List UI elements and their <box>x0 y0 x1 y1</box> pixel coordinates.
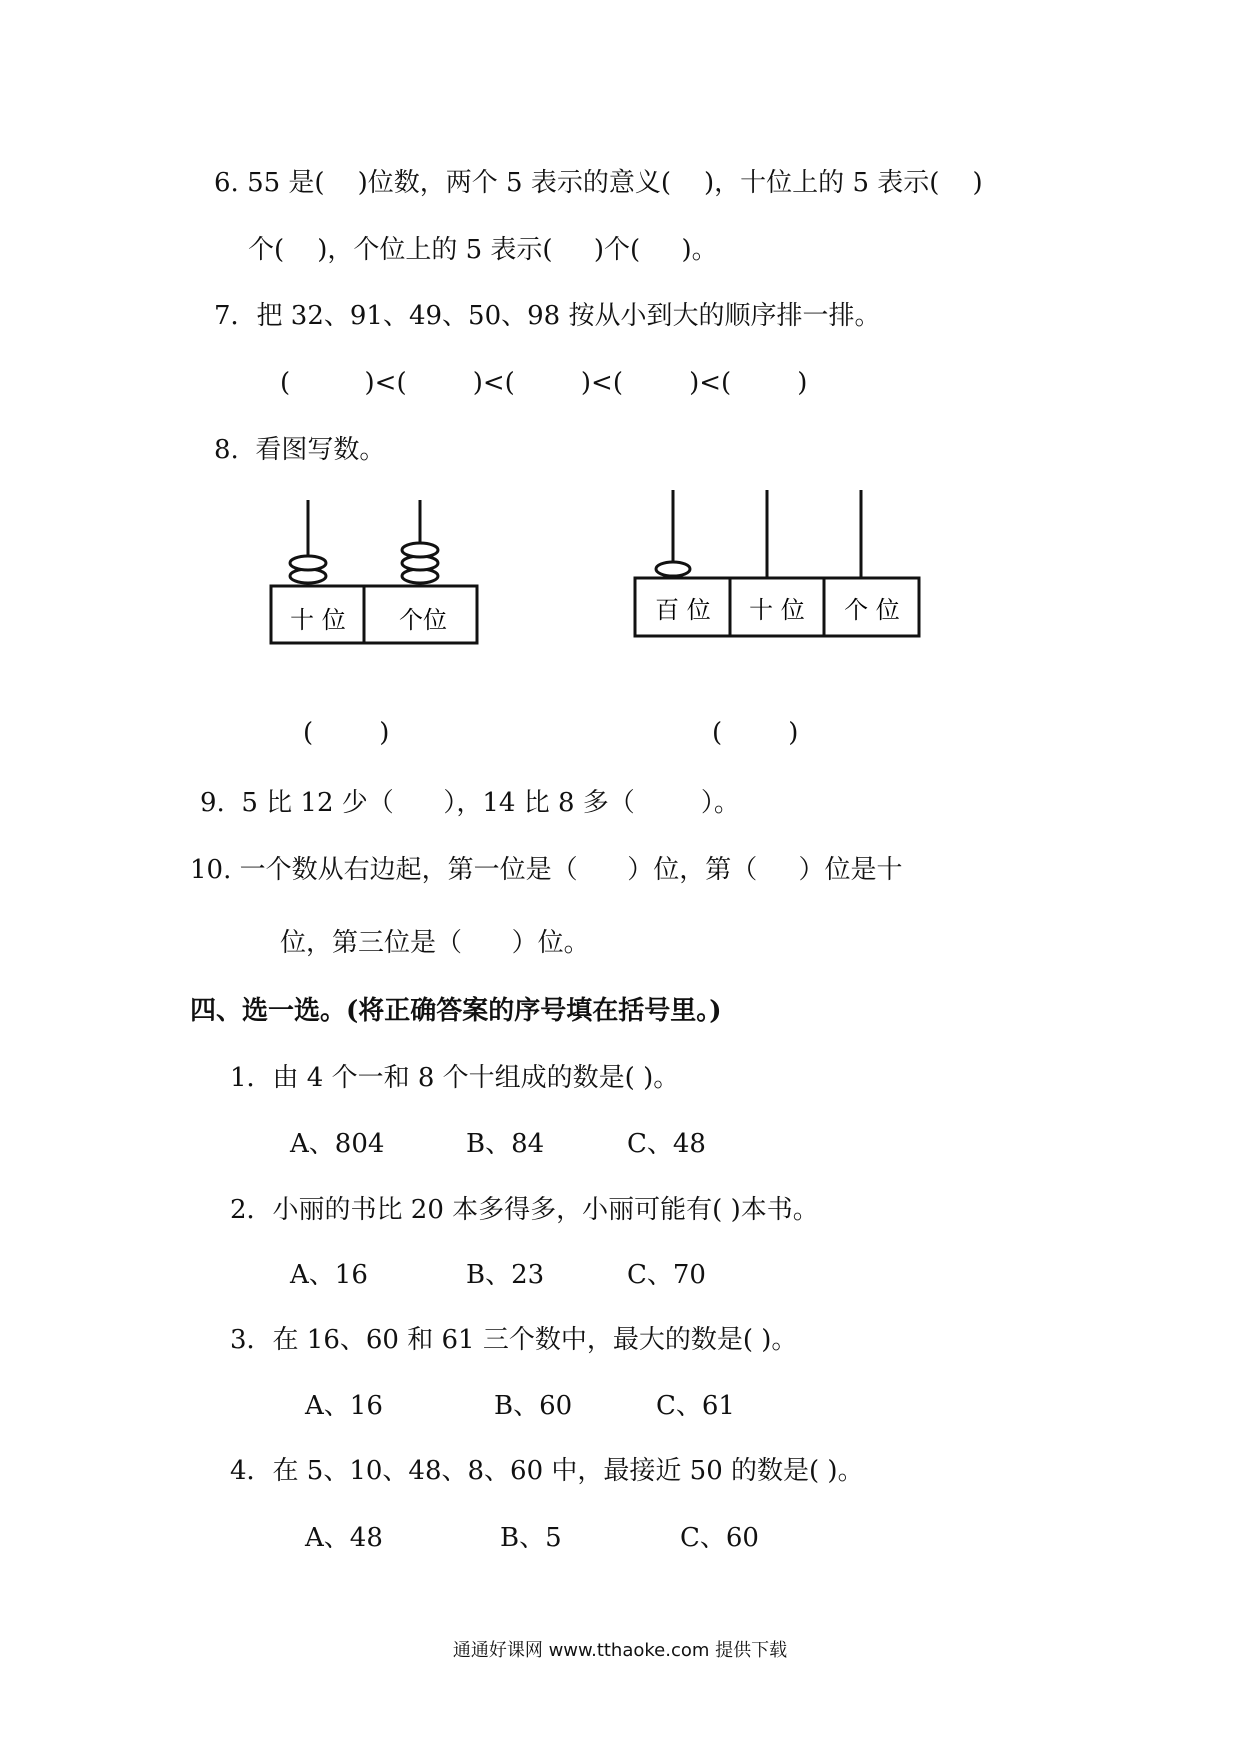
abacus2-label-ones: 个 位 <box>844 596 900 624</box>
q8-text: 8. 看图写数。 <box>214 435 386 465</box>
q10-line2: 位，第三位是（ ）位。 <box>280 928 590 958</box>
s4-q2-option-c: C、70 <box>627 1260 706 1290</box>
q7-text: 7．把 32、91、49、50、98 按从小到大的顺序排一排。 <box>214 301 881 331</box>
s4-q4-text: 4．在 5、10、48、8、60 中，最接近 50 的数是( )。 <box>230 1456 864 1486</box>
q6-line1: 6. 55 是( )位数，两个 5 表示的意义( )，十位上的 5 表示( ) <box>214 168 983 198</box>
q6-line2: 个( )，个位上的 5 表示( )个( )。 <box>248 235 718 265</box>
s4-q3-text: 3．在 16、60 和 61 三个数中，最大的数是( )。 <box>230 1325 798 1355</box>
q8-blank1: ( ) <box>303 718 390 748</box>
s4-q2-option-b: B、23 <box>466 1260 545 1290</box>
q9-text: 9. 5 比 12 少（ ），14 比 8 多（ ）。 <box>200 788 740 818</box>
s4-q1-option-c: C、48 <box>627 1129 706 1159</box>
s4-q1-option-b: B、84 <box>466 1129 545 1159</box>
abacus1-label-tens: 十 位 <box>290 606 346 634</box>
abacus2-label-hundreds: 百 位 <box>655 596 711 624</box>
section4-heading: 四、选一选。(将正确答案的序号填在括号里。) <box>190 996 722 1026</box>
s4-q4-option-a: A、48 <box>305 1523 383 1553</box>
s4-q3-option-b: B、60 <box>494 1391 573 1421</box>
s4-q2-option-a: A、16 <box>290 1260 368 1290</box>
s4-q1-option-a: A、804 <box>290 1129 385 1159</box>
s4-q4-option-b: B、5 <box>500 1523 562 1553</box>
abacus2-label-tens: 十 位 <box>749 596 805 624</box>
s4-q2-text: 2．小丽的书比 20 本多得多，小丽可能有( )本书。 <box>230 1195 819 1225</box>
q10-line1: 10. 一个数从右边起，第一位是（ ）位，第（ ）位是十 <box>190 855 903 885</box>
footer-credit: 通通好课网 www.tthaoke.com 提供下载 <box>452 1640 788 1661</box>
abacus2-bead-hundreds <box>656 562 690 576</box>
abacus1-bead-ones <box>402 543 438 557</box>
abacus1-label-ones: 个位 <box>399 606 447 634</box>
s4-q3-option-a: A、16 <box>305 1391 383 1421</box>
s4-q1-text: 1．由 4 个一和 8 个十组成的数是( )。 <box>230 1063 680 1093</box>
abacus1-bead-tens <box>290 556 326 570</box>
s4-q3-option-c: C、61 <box>656 1391 735 1421</box>
s4-q4-option-c: C、60 <box>680 1523 759 1553</box>
q8-blank2: ( ) <box>712 718 799 748</box>
abacus-three-digit <box>625 480 925 645</box>
abacus-two-digit <box>260 490 490 650</box>
q7-blanks: ( )<( )<( )<( )<( ) <box>280 368 808 398</box>
